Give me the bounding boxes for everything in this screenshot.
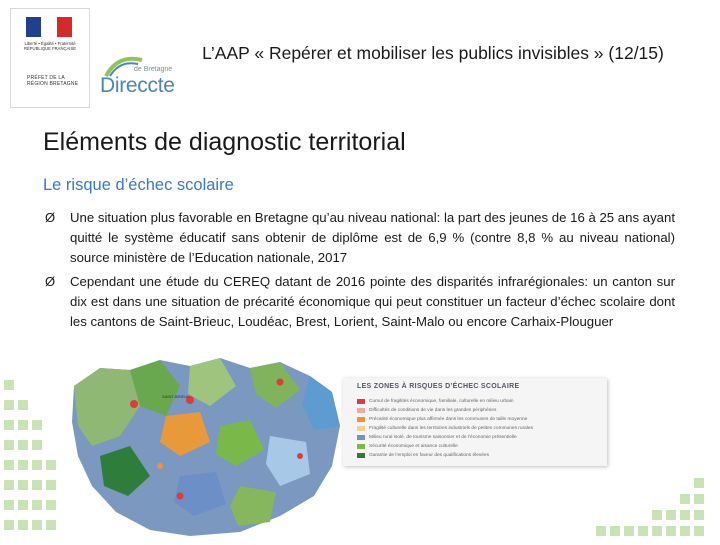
legend-label: Difficultés de conditions de vie dans les grandes périphéries <box>369 407 497 413</box>
bullet-arrow-icon: Ø <box>45 274 56 289</box>
brittany-map <box>70 346 352 540</box>
page-subheading: Le risque d’échec scolaire <box>43 176 234 194</box>
prefect-label: PRÉFET DE LA RÉGION BRETAGNE <box>27 75 79 87</box>
legend-item <box>357 452 489 458</box>
map-legend <box>343 378 607 466</box>
legend-swatch <box>357 453 365 458</box>
direccte-wordmark: Direccte <box>100 74 175 97</box>
marianne-logo <box>26 17 72 37</box>
bullet-text: Une situation plus favorable en Bretagne qu’au niveau national: la part des jeunes de 16 à 25 ans ayant quitté le système éducatif sans obtenir de diplôme est de 6,9 % (contre 8,8 % au niveau national) source ministère de l’Education nationale, 2017 <box>70 210 675 265</box>
legend-swatch <box>357 408 365 413</box>
legend-item <box>357 416 527 422</box>
legend-item <box>357 398 514 404</box>
legend-item <box>357 443 458 449</box>
legend-item <box>357 407 496 413</box>
slide-title: L’AAP « Repérer et mobiliser les publics invisibles » (12/15) <box>202 43 664 63</box>
legend-swatch <box>357 399 365 404</box>
decorative-squares-right <box>590 470 720 540</box>
bullet-item <box>45 208 675 268</box>
bullet-item <box>45 272 675 332</box>
bullet-text: Cependant une étude du CEREQ datant de 2016 pointe des disparités infrarégionales: un canton sur dix est dans une situation de précarité économique qui peut constituer un facteur d’échec scolaire dont les cantons de Saint-Brieuc, Loudéac, Brest, Lorient, Saint-Malo ou encore Carhaix-Plouguer <box>70 274 675 329</box>
legend-swatch <box>357 435 365 440</box>
legend-swatch <box>357 444 365 449</box>
map-graphic <box>70 346 352 540</box>
republique-motto: Liberté • Égalité • Fraternité RÉPUBLIQUE FRANÇAISE <box>23 41 77 51</box>
legend-title: LES ZONES À RISQUES D’ÉCHEC SCOLAIRE <box>357 383 520 390</box>
legend-label: Garantie de l’emploi en faveur des qualifications élevées <box>369 452 489 458</box>
bullet-arrow-icon: Ø <box>45 210 56 225</box>
legend-label: Précarité économique plus affirmée dans les communes de taille moyenne <box>369 416 528 422</box>
map-label: SAINT-BRIEUC <box>162 394 191 399</box>
page-heading: Eléments de diagnostic territorial <box>43 128 406 156</box>
direccte-subtitle: de Bretagne <box>134 66 173 73</box>
legend-label: Milieu rural isolé, de tourisme saisonnier et de l’économie présentielle <box>369 434 517 440</box>
legend-item <box>357 425 533 431</box>
legend-swatch <box>357 417 365 422</box>
legend-label: Cumul de fragilités économique, familiale, culturelle en milieu urbain <box>369 398 514 404</box>
legend-swatch <box>357 426 365 431</box>
legend-item <box>357 434 517 440</box>
direccte-logo <box>96 50 176 100</box>
republique-francaise-logo <box>10 8 90 108</box>
decorative-squares-left <box>0 370 70 540</box>
legend-label: Fragilité culturelle dans les territoires industriels de petites communes rurales <box>369 425 533 431</box>
legend-label: Sécurité économique et aisance culturelle <box>369 443 458 449</box>
